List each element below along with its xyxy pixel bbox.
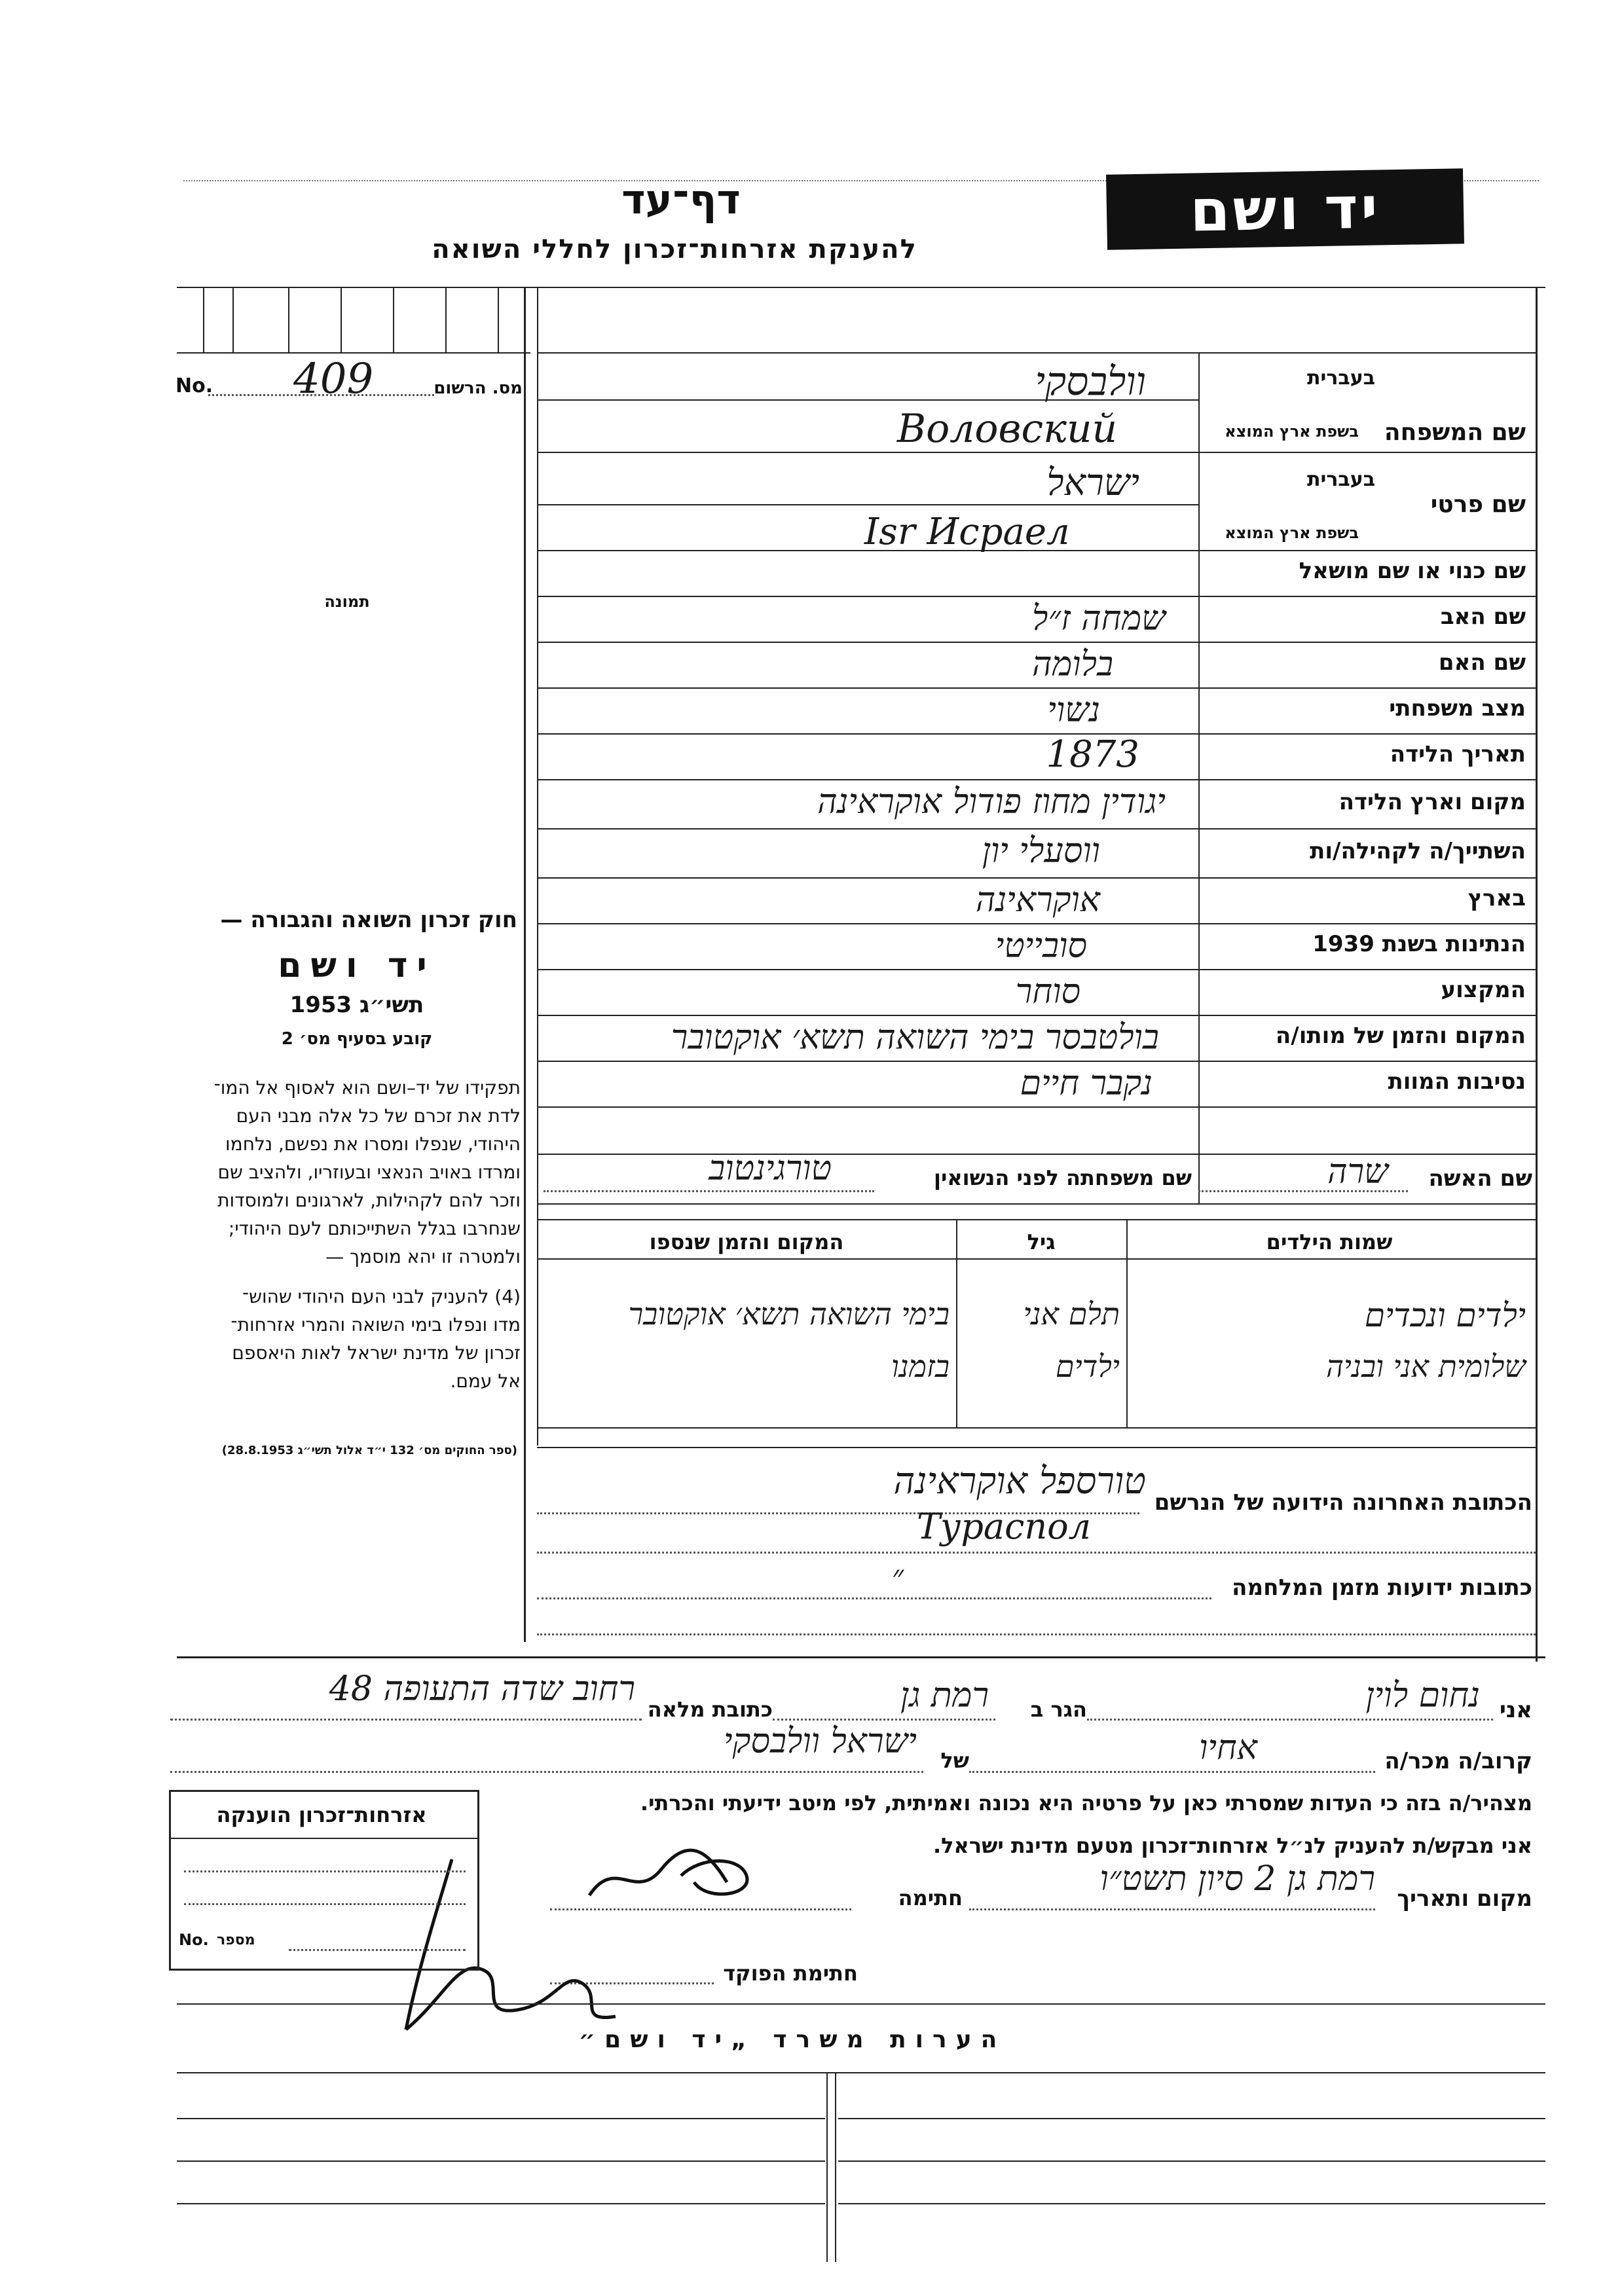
award-box-number-label: מספר <box>217 1932 255 1948</box>
form-title: דף־עד <box>621 175 741 223</box>
mother-label: שם האם <box>1438 649 1526 676</box>
request-text: אני מבקש/ת להעניק לנ״ל אזרחות־זכרון מטעם מדינת ישראל. <box>933 1833 1532 1858</box>
registration-number: 409 <box>293 355 374 403</box>
law-line: מדו ונפלו בימי השואה והמרי אזרחות־ <box>231 1314 521 1336</box>
child-name: שלומית אני ובניה <box>1325 1349 1526 1384</box>
law-citation: (ספר החוקים מס׳ 132 י״ד אלול תשי״ג 28.8.1953) <box>221 1444 517 1457</box>
child-death-place: בימי השואה תשא׳ אוקטובר <box>628 1296 950 1332</box>
children-header-place: המקום והזמן שנספו <box>649 1230 844 1254</box>
birth-place-value: יגודין מחוז פודול אוקראינה <box>817 782 1166 822</box>
profession-label: המקצוע <box>1441 977 1526 1003</box>
death-circumstances-value: נקבר חיים <box>1020 1064 1153 1103</box>
award-box-no-label: No. <box>179 1931 209 1949</box>
declarant-full-address-label: כתובת מלאה <box>647 1697 773 1722</box>
profession-value: סוחר <box>1015 972 1080 1011</box>
place-date-value: רמת גן 2 סיון תשט״ו <box>1099 1859 1375 1899</box>
declarant-full-address-value: רחוב שדה התעופה 48 <box>329 1669 635 1709</box>
citizenship-label: הנתינות בשנת 1939 <box>1312 931 1526 957</box>
yad-vashem-logo <box>1106 168 1464 249</box>
first-name-label: שם פרטי <box>1430 491 1526 518</box>
children-header-age: גיל <box>1027 1230 1056 1254</box>
first-name-hebrew: ישראל <box>1046 462 1139 504</box>
death-place-time-label: המקום והזמן של מותו/ה <box>1275 1023 1526 1049</box>
nickname-label: שם כנוי או שם מושאל <box>1299 558 1526 584</box>
law-line: וזכר להם לקהילות, לארגונים ולמוסדות <box>217 1190 521 1211</box>
community-value: ווסעלי יון <box>982 831 1100 871</box>
father-value: שמחה ז״ל <box>1032 599 1166 638</box>
declaration-text: מצהיר/ה בזה כי העדות שמסרתי כאן על פרטיה היא נכונה ואמיתית, לפי מיטב ידיעתי והכרתי. <box>640 1791 1532 1815</box>
signature-label: חתימה <box>898 1886 963 1910</box>
marital-status-value: נשוי <box>1047 691 1100 730</box>
law-heading: חוק זכרון השואה והגבורה — <box>220 907 517 933</box>
law-line: תפקידו של יד–ושם הוא לאסוף אל המו־ <box>213 1077 521 1099</box>
family-name-hebrew-label: בעברית <box>1307 367 1375 390</box>
first-name-hebrew-label: בעברית <box>1307 468 1375 491</box>
registration-label: מס. הרשום <box>434 378 523 398</box>
child-name: ילדים ונכדים <box>1364 1296 1526 1334</box>
first-name-local: Isr Исраел <box>864 511 1070 553</box>
declarant-relation-value: אחיו <box>1199 1728 1257 1768</box>
birth-date-label: תאריך הלידה <box>1390 741 1526 767</box>
declarant-of-label: של <box>940 1748 969 1773</box>
first-name-local-label: בשפת ארץ המוצא <box>1225 524 1359 542</box>
place-date-label: מקום ותאריך <box>1397 1886 1532 1912</box>
child-age: תלם אני <box>1023 1296 1120 1332</box>
law-line: שנחרבו בגלל השתייכותם לעם היהודי; <box>228 1218 521 1239</box>
declarant-resides-label: הגר ב <box>1030 1697 1087 1722</box>
law-line: ולמטרה זו יהא מוסמך — <box>325 1246 521 1267</box>
declarant-resides-value: רמת גן <box>900 1676 989 1715</box>
wartime-address-label: כתובות ידועות מזמן המלחמה <box>1232 1575 1532 1601</box>
form-subtitle: להענקת אזרחות־זכרון לחללי השואה <box>432 234 917 264</box>
marital-status-label: מצב משפחתי <box>1389 695 1526 721</box>
officer-signature-label: חתימת הפוקד <box>723 1961 858 1986</box>
wartime-address-value: ״ <box>891 1558 904 1595</box>
law-line: אל עמם. <box>450 1370 521 1392</box>
citizenship-value: סובייטי <box>995 926 1087 966</box>
wife-maiden-label: שם משפחתה לפני הנשואין <box>933 1165 1192 1190</box>
logo-text: יד ושם <box>1189 173 1381 245</box>
law-line: לדת את זכרם של כל אלה מבני העם <box>236 1105 521 1127</box>
father-label: שם האב <box>1440 604 1526 630</box>
mother-value: בלומה <box>1032 645 1113 684</box>
last-address-value: טורספל אוקראינה <box>893 1460 1146 1503</box>
declarant-i-label: אני <box>1499 1697 1532 1723</box>
children-header-names: שמות הילדים <box>1266 1230 1393 1254</box>
award-box <box>169 1790 479 1971</box>
award-box-title: אזרחות־זכרון הוענקה <box>216 1802 427 1827</box>
notes-title: הערות משרד „יד ושם״ <box>578 2026 1006 2053</box>
family-name-local-label: בשפת ארץ המוצא <box>1225 422 1359 441</box>
law-line: היהודי, שנפלו ומסרו את נפשם, נלחמו <box>225 1133 521 1155</box>
wife-value: שרה <box>1327 1152 1388 1192</box>
community-label: השתייך/ה לקהילה/ות <box>1310 838 1526 864</box>
law-clause: קובע בסעיף מס׳ 2 <box>281 1029 433 1049</box>
declarant-of-value: ישראל וולבסקי <box>723 1722 917 1761</box>
family-name-hebrew: וולבסקי <box>1035 359 1146 405</box>
law-name: יד ושם <box>278 946 436 985</box>
birth-date-value: 1873 <box>1046 733 1139 776</box>
child-age: ילדים <box>1055 1349 1120 1384</box>
family-name-local: Воловский <box>897 406 1118 452</box>
wife-maiden-value: טורגינטוב <box>709 1149 832 1188</box>
registration-no-label: No. <box>175 374 213 397</box>
last-address-label: הכתובת האחרונה הידועה של הנרשם <box>1154 1489 1532 1516</box>
death-place-time-value: בולטבסר בימי השואה תשא׳ אוקטובר <box>671 1018 1159 1057</box>
law-line: זכרון של מדינת ישראל לאות היאספם <box>232 1342 521 1364</box>
last-address-local-value: Тураспол <box>917 1506 1092 1547</box>
family-name-label: שם המשפחה <box>1384 419 1526 446</box>
child-death-place: בזמנו <box>891 1349 950 1384</box>
photo-label: תמונה <box>324 592 370 611</box>
birth-place-label: מקום וארץ הלידה <box>1338 789 1526 815</box>
death-circumstances-label: נסיבות המוות <box>1388 1068 1526 1095</box>
declarant-name: נחום לוין <box>1365 1676 1480 1715</box>
law-line: ומרדו באויב הנאצי ובעוזריו, ולהציב שם <box>217 1161 521 1183</box>
law-line: (4) להעניק לבני העם היהודי שהוש־ <box>242 1286 521 1307</box>
law-paragraph <box>196 1074 521 1395</box>
country-label: בארץ <box>1467 885 1526 911</box>
country-value: אוקראינה <box>975 881 1100 920</box>
declarant-relation-label: קרוב/ה מכר/ה <box>1384 1748 1532 1774</box>
law-year: תשי״ג 1953 <box>289 992 424 1018</box>
wife-label: שם האשה <box>1428 1165 1532 1192</box>
